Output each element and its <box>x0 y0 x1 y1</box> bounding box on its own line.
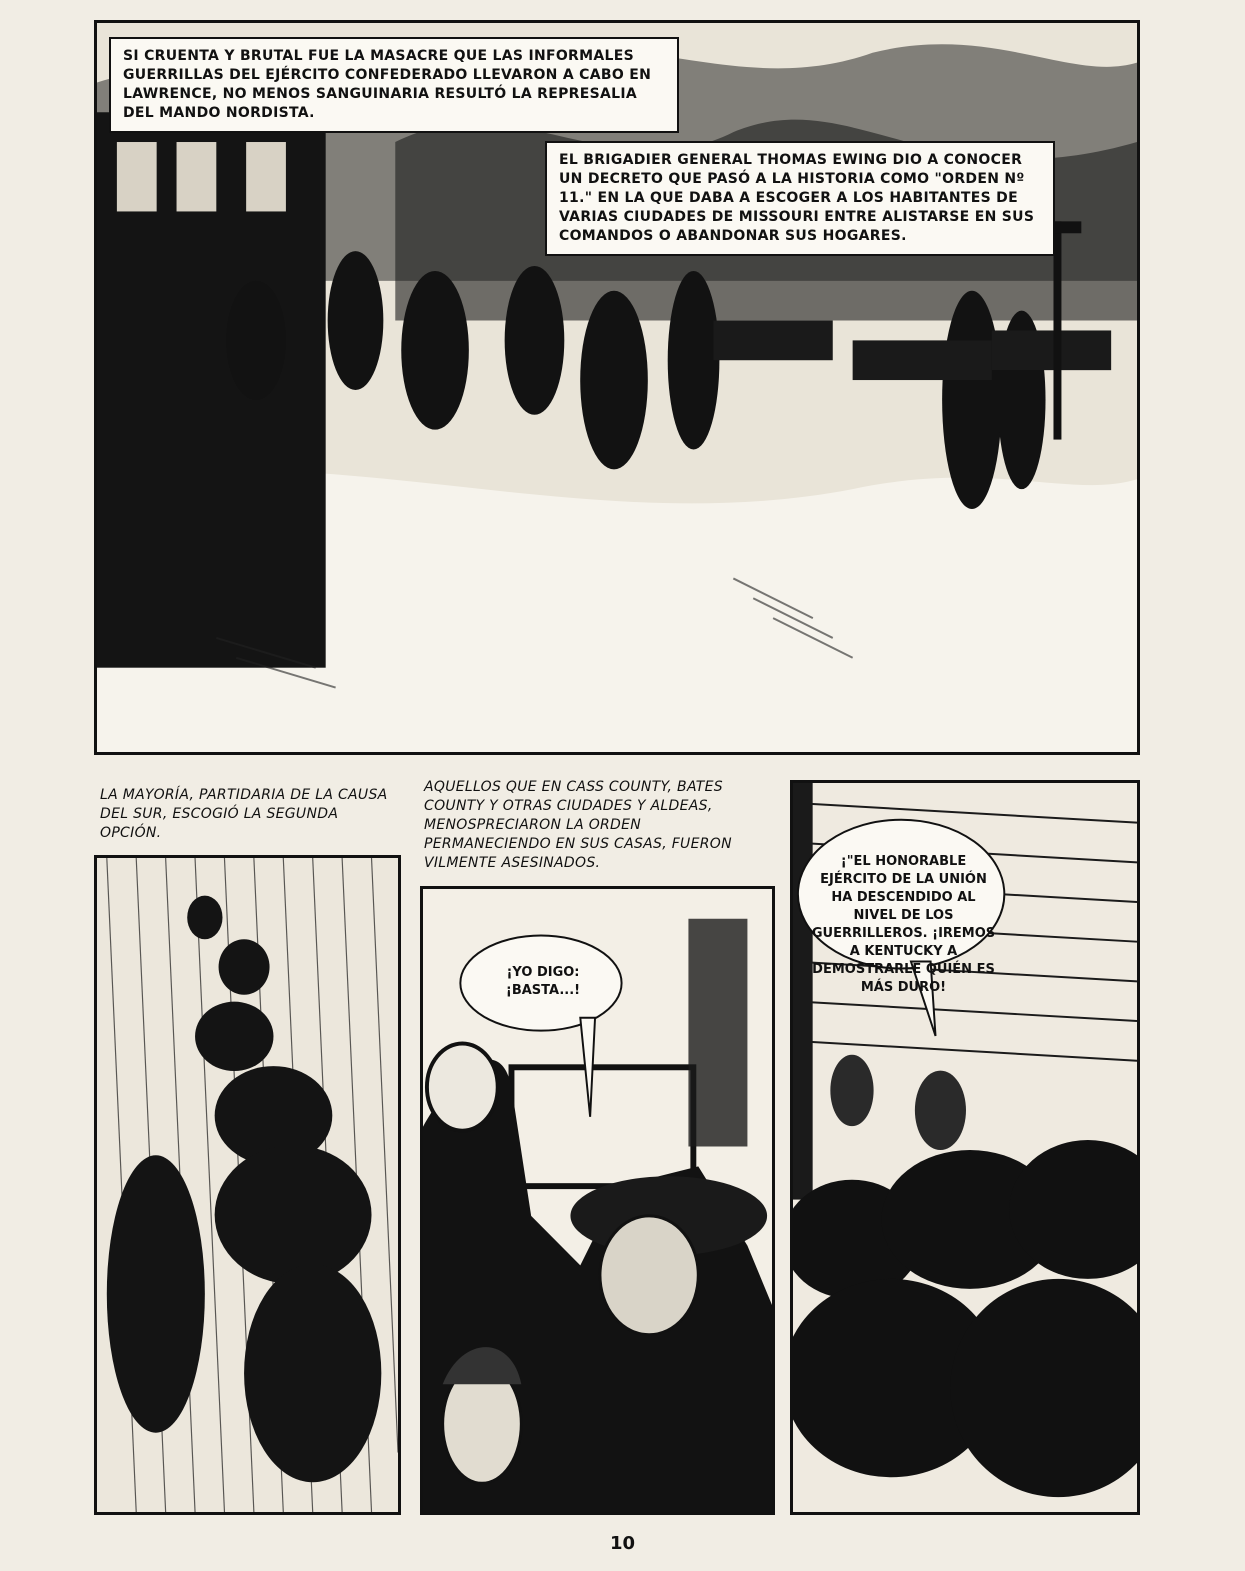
speech-text-basta: ¡YO DIGO: ¡BASTA...! <box>505 965 581 998</box>
speech-text-kentucky: ¡"EL HONORABLE EJÉRCITO DE LA UNIÓN HA DESCENDIDO AL NIVEL DE LOS GUERRILLEROS. ¡IREMOS A KENTUCKY A DEMOSTRARLE QUIÉN ES MÁS DURO! <box>811 854 996 995</box>
page-number: 10 <box>609 1533 636 1554</box>
top-caption-2: EL BRIGADIER GENERAL THOMAS EWING DIO A CONOCER UN DECRETO QUE PASÓ A LA HISTORIA COMO "ORDEN Nº 11." EN LA QUE DABA A ESCOGER A LOS HABITANTES DE VARIAS CIUDADES DE MISSOURI ENTRE ALISTARSE EN SUS COMANDOS O ABANDONAR SUS HOGARES. <box>545 141 1055 256</box>
middle-panel <box>420 886 775 1515</box>
left-panel <box>94 855 401 1515</box>
left-panel-artwork <box>97 858 398 1512</box>
top-panel <box>94 20 1140 755</box>
top-caption-1: SI CRUENTA Y BRUTAL FUE LA MASACRE QUE LAS INFORMALES GUERRILLAS DEL EJÉRCITO CONFEDERADO LLEVARON A CABO EN LAWRENCE, NO MENOS SANGUINARIA RESULTÓ LA REPRESALIA DEL MANDO NORDISTA. <box>109 37 679 133</box>
middle-caption: AQUELLOS QUE EN CASS COUNTY, BATES COUNTY Y OTRAS CIUDADES Y ALDEAS, MENOSPRECIARON LA ORDEN PERMANECIENDO EN SUS CASAS, FUERON VILMENTE ASESINADOS. <box>424 779 732 871</box>
right-panel <box>790 780 1140 1515</box>
left-caption: LA MAYORÍA, PARTIDARIA DE LA CAUSA DEL SUR, ESCOGIÓ LA SEGUNDA OPCIÓN. <box>100 787 388 841</box>
